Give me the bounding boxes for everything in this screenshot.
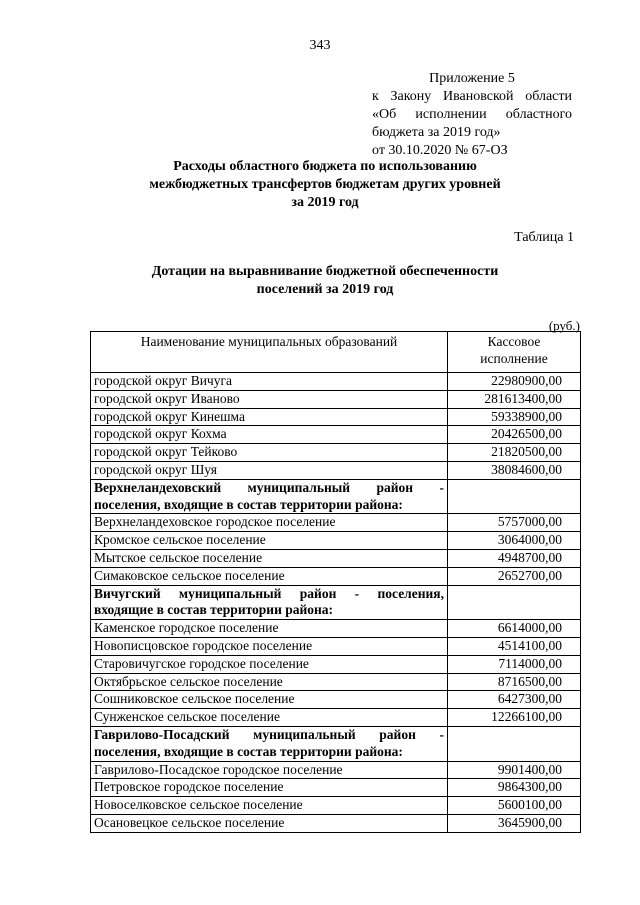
table-row: [91, 532, 581, 550]
cash-execution-value: 20426500,00: [448, 426, 581, 444]
cash-execution-value: 9864300,00: [448, 779, 581, 797]
municipality-name: городской округ Кохма: [91, 426, 448, 444]
table-row: [91, 655, 581, 673]
table-row: [91, 408, 581, 426]
table-row: [91, 373, 581, 391]
municipality-name: Мытское сельское поселение: [91, 549, 448, 567]
cash-execution-value: 3064000,00: [448, 532, 581, 550]
municipality-name: городской округ Шуя: [91, 461, 448, 479]
cash-execution-value: 38084600,00: [448, 461, 581, 479]
cash-execution-value: 4948700,00: [448, 549, 581, 567]
municipality-name: городской округ Тейково: [91, 444, 448, 462]
table-row: [91, 673, 581, 691]
title-line: за 2019 год: [291, 195, 359, 210]
municipality-name: Новоселковское сельское поселение: [91, 797, 448, 815]
table-row: [91, 567, 581, 585]
cash-execution-value: 6427300,00: [448, 691, 581, 709]
table-row: [91, 761, 581, 779]
municipality-name: Гаврилово-Посадское городское поселение: [91, 761, 448, 779]
cash-execution-value: 8716500,00: [448, 673, 581, 691]
cash-execution-value: 59338900,00: [448, 408, 581, 426]
annex-line: бюджета за 2019 год»: [372, 125, 501, 140]
unit-label: (руб.): [548, 318, 580, 333]
page-number: 343: [309, 38, 331, 53]
cash-execution-value: 3645900,00: [448, 814, 581, 832]
table-row: [91, 549, 581, 567]
annex-line: от 30.10.2020 № 67-ОЗ: [372, 143, 508, 158]
municipality-name: городской округ Вичуга: [91, 373, 448, 391]
cash-execution-value: 22980900,00: [448, 373, 581, 391]
title-line: межбюджетных трансфертов бюджетам других уровней: [149, 177, 501, 192]
cash-execution-value: 5757000,00: [448, 514, 581, 532]
table-row: [91, 709, 581, 727]
cash-execution-value: [448, 479, 581, 514]
header-value: [448, 332, 581, 373]
cash-execution-value: 7114000,00: [448, 655, 581, 673]
cash-execution-value: 4514100,00: [448, 637, 581, 655]
municipality-name: Симаковское сельское поселение: [91, 567, 448, 585]
annex-line: «Об исполнении областного: [372, 107, 572, 122]
cash-execution-value: [448, 726, 581, 761]
table-group-row: [91, 585, 581, 620]
table-title: [60, 263, 590, 299]
table-group-row: [91, 726, 581, 761]
document-title: [60, 158, 590, 212]
subtitle-line: поселений за 2019 год: [256, 282, 394, 297]
municipality-name: Кромское сельское поселение: [91, 532, 448, 550]
cash-execution-value: 6614000,00: [448, 620, 581, 638]
header-name: Наименование муниципальных образований: [91, 332, 448, 373]
annex-line: Приложение 5: [429, 71, 515, 86]
subsidies-table: [90, 331, 581, 833]
subtitle-line: Дотации на выравнивание бюджетной обеспеченности: [151, 264, 499, 279]
table-row: [91, 797, 581, 815]
municipality-name: Старовичугское городское поселение: [91, 655, 448, 673]
cash-execution-value: [448, 585, 581, 620]
table-caption: Таблица 1: [514, 230, 574, 245]
annex-line: к Закону Ивановской области: [372, 89, 572, 104]
table-row: [91, 426, 581, 444]
table-group-row: [91, 479, 581, 514]
municipality-name: Верхнеландеховский муниципальный район - поселения, входящие в состав территории района:: [91, 479, 448, 514]
table-row: [91, 461, 581, 479]
table-row: [91, 620, 581, 638]
municipality-name: Осановецкое сельское поселение: [91, 814, 448, 832]
table-row: [91, 814, 581, 832]
table-row: [91, 444, 581, 462]
cash-execution-value: 9901400,00: [448, 761, 581, 779]
municipality-name: Гаврилово-Посадский муниципальный район - поселения, входящие в состав территории района:: [91, 726, 448, 761]
municipality-name: Каменское городское поселение: [91, 620, 448, 638]
header-value-text: Кассовое исполнение: [480, 334, 548, 366]
municipality-name: Сошниковское сельское поселение: [91, 691, 448, 709]
municipality-name: Вичугский муниципальный район - поселения, входящие в состав территории района:: [91, 585, 448, 620]
municipality-name: городской округ Иваново: [91, 390, 448, 408]
cash-execution-value: 281613400,00: [448, 390, 581, 408]
cash-execution-value: 12266100,00: [448, 709, 581, 727]
table-header-row: [91, 332, 581, 373]
table-row: [91, 637, 581, 655]
cash-execution-value: 2652700,00: [448, 567, 581, 585]
table-row: [91, 514, 581, 532]
municipality-name: Петровское городское поселение: [91, 779, 448, 797]
municipality-name: городской округ Кинешма: [91, 408, 448, 426]
municipality-name: Новописцовское городское поселение: [91, 637, 448, 655]
annex-block: [372, 70, 572, 160]
cash-execution-value: 5600100,00: [448, 797, 581, 815]
municipality-name: Октябрьское сельское поселение: [91, 673, 448, 691]
cash-execution-value: 21820500,00: [448, 444, 581, 462]
title-line: Расходы областного бюджета по использованию: [173, 159, 477, 174]
municipality-name: Сунженское сельское поселение: [91, 709, 448, 727]
table-row: [91, 779, 581, 797]
table-row: [91, 691, 581, 709]
table-body: [91, 373, 581, 833]
municipality-name: Верхнеландеховское городское поселение: [91, 514, 448, 532]
table-row: [91, 390, 581, 408]
